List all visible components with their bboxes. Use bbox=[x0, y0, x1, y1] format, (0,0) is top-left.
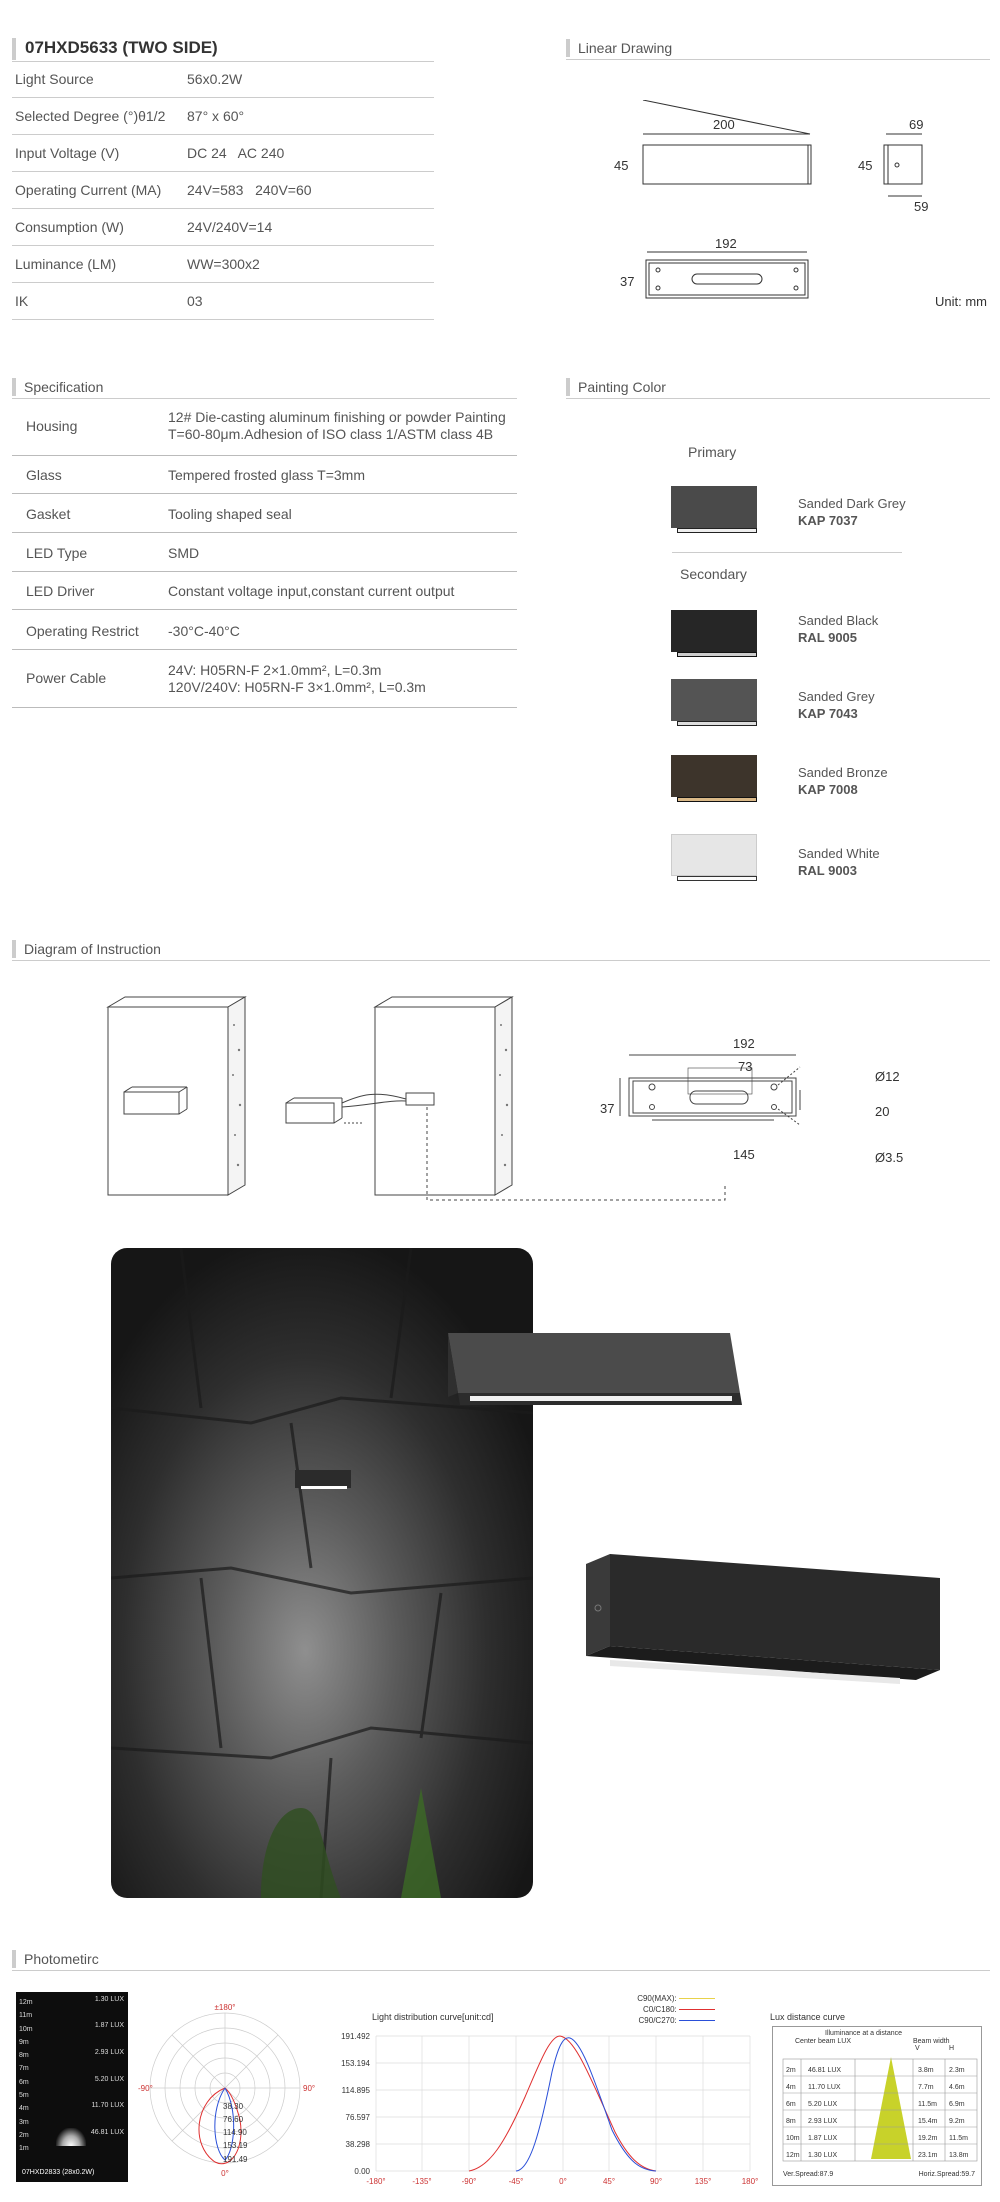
dim-45-side: 45 bbox=[858, 158, 873, 173]
lux-distance: 4m bbox=[786, 2084, 796, 2091]
inst-dim-73: 73 bbox=[738, 1059, 753, 1074]
legend-text: C0/C180: bbox=[642, 2005, 677, 2014]
color-swatch-label bbox=[798, 845, 880, 879]
polar-left-label: -90° bbox=[138, 2084, 153, 2093]
lux-v-value: 19.2m bbox=[918, 2135, 938, 2142]
x-tick-label: 0° bbox=[559, 2177, 567, 2186]
x-tick-label: 45° bbox=[602, 2177, 616, 2186]
lux-value: 5.20 LUX bbox=[808, 2101, 838, 2108]
lux-row bbox=[786, 2062, 976, 2164]
param-key: Consumption (W) bbox=[15, 219, 124, 235]
lux-beam-label: Beam width bbox=[913, 2038, 950, 2045]
model-header bbox=[12, 38, 434, 60]
lux-row-item bbox=[786, 2113, 976, 2130]
front-view-box bbox=[643, 145, 811, 184]
dim-69: 69 bbox=[909, 117, 924, 132]
color-swatch-label bbox=[798, 495, 906, 529]
spec-key: Gasket bbox=[26, 506, 71, 522]
spec-key: Glass bbox=[26, 467, 62, 483]
lux-h-value: 2.3m bbox=[949, 2067, 965, 2074]
lux-table bbox=[772, 2026, 982, 2186]
inst-phi-12: Ø12 bbox=[875, 1069, 900, 1084]
scale-mark: 9m bbox=[19, 2038, 29, 2046]
beam-lux-label: 1.30 LUX bbox=[94, 1996, 124, 2003]
light-distribution-chart bbox=[330, 2022, 760, 2192]
lux-row-item bbox=[786, 2062, 976, 2079]
x-tick-label: 90° bbox=[649, 2177, 663, 2186]
swatch-lens bbox=[677, 652, 757, 657]
x-tick-label: 135° bbox=[694, 2177, 712, 2186]
ver-spread: Ver.Spread:87.9 bbox=[783, 2171, 834, 2178]
param-value: 24V/240V=14 bbox=[187, 219, 273, 235]
inst-dim-145: 145 bbox=[733, 1147, 755, 1162]
param-row bbox=[12, 61, 434, 98]
curve-title: Light distribution curve[unit:cd] bbox=[372, 2012, 494, 2022]
lux-row-item bbox=[786, 2079, 976, 2096]
beam-lux-label: 46.81 LUX bbox=[90, 2129, 124, 2136]
y-tick-label: 153.194 bbox=[341, 2059, 370, 2068]
swatch-lens bbox=[677, 876, 757, 881]
spec-value bbox=[168, 409, 506, 443]
polar-top-label: ±180° bbox=[214, 2003, 236, 2012]
legend-item bbox=[635, 2004, 715, 2015]
beam-lux-label: 2.93 LUX bbox=[94, 2049, 124, 2056]
lux-row-item bbox=[786, 2130, 976, 2147]
lux-value: 2.93 LUX bbox=[808, 2118, 838, 2125]
dim-45-front: 45 bbox=[614, 158, 629, 173]
param-value: WW=300x2 bbox=[187, 256, 260, 272]
spec-row bbox=[12, 572, 517, 610]
spec-key: Operating Restrict bbox=[26, 623, 139, 639]
inst-phi-35: Ø3.5 bbox=[875, 1150, 904, 1165]
beam-lux-label: 5.20 LUX bbox=[94, 2076, 124, 2083]
polar-ring-value: 153.19 bbox=[223, 2141, 248, 2150]
color-code: KAP 7037 bbox=[798, 513, 858, 528]
color-swatch-label bbox=[798, 612, 878, 646]
lux-v-value: 7.7m bbox=[918, 2084, 934, 2091]
lux-h-label: H bbox=[949, 2045, 955, 2052]
lux-value: 1.30 LUX bbox=[808, 2152, 838, 2159]
scale-mark: 8m bbox=[19, 2052, 29, 2060]
spec-value: Constant voltage input,constant current output bbox=[168, 583, 455, 599]
spec-value: Tooling shaped seal bbox=[168, 506, 292, 522]
lux-header: Illuminance at a distance bbox=[825, 2030, 903, 2037]
primary-label: Primary bbox=[688, 444, 737, 460]
swatch-body bbox=[671, 755, 757, 797]
lux-row-item bbox=[786, 2096, 976, 2113]
inst-dim-20: 20 bbox=[875, 1104, 890, 1119]
color-code: KAP 7008 bbox=[798, 782, 858, 797]
lux-distance: 8m bbox=[786, 2118, 796, 2125]
color-name: Sanded Dark Grey bbox=[798, 496, 906, 511]
lux-value: 46.81 LUX bbox=[808, 2067, 842, 2074]
scale-mark: 2m bbox=[19, 2131, 29, 2139]
color-swatch bbox=[671, 834, 757, 884]
spec-key: LED Driver bbox=[26, 583, 95, 599]
inst-dim-37: 37 bbox=[600, 1101, 615, 1116]
scale-mark: 11m bbox=[19, 2012, 33, 2020]
param-key: Operating Current (MA) bbox=[15, 182, 162, 198]
scale-mark: 3m bbox=[19, 2118, 29, 2126]
model-title: 07HXD5633 (TWO SIDE) bbox=[25, 38, 218, 57]
lux-distance: 2m bbox=[786, 2067, 796, 2074]
bottom-view-box bbox=[646, 260, 808, 298]
legend-text: C90/C270: bbox=[638, 2016, 677, 2025]
param-value: DC 24 AC 240 bbox=[187, 145, 285, 161]
spec-row bbox=[12, 650, 517, 708]
color-swatch bbox=[671, 755, 757, 805]
painting-color-title: Painting Color bbox=[566, 378, 666, 396]
y-tick-label: 191.492 bbox=[341, 2032, 370, 2041]
swatch-lens bbox=[677, 721, 757, 726]
color-swatch-label bbox=[798, 764, 888, 798]
scale-mark: 1m bbox=[19, 2145, 29, 2153]
param-key: Selected Degree (°)θ1/2 bbox=[15, 108, 166, 124]
param-row bbox=[12, 172, 434, 209]
spec-key: LED Type bbox=[26, 545, 88, 561]
swatch-body bbox=[671, 679, 757, 721]
instruction-rule bbox=[12, 960, 990, 961]
param-row bbox=[12, 246, 434, 283]
param-row bbox=[12, 135, 434, 172]
polar-ring-value: 38.30 bbox=[223, 2102, 244, 2111]
x-tick-label: 180° bbox=[741, 2177, 759, 2186]
spec-value-line: T=60-80μm.Adhesion of ISO class 1/ASTM class 4B bbox=[168, 426, 494, 442]
lux-distance: 6m bbox=[786, 2101, 796, 2108]
color-swatch bbox=[671, 486, 757, 536]
swatch-body bbox=[671, 486, 757, 528]
param-row bbox=[12, 209, 434, 246]
y-tick-label: 38.298 bbox=[345, 2140, 370, 2149]
beam-glow bbox=[56, 2128, 86, 2146]
lux-v-label: V bbox=[915, 2045, 920, 2052]
color-code: RAL 9005 bbox=[798, 630, 858, 645]
spec-value: SMD bbox=[168, 545, 200, 561]
beam-scale bbox=[19, 1996, 33, 2156]
installation-diagram bbox=[100, 995, 900, 1215]
primary-divider bbox=[672, 552, 902, 553]
lux-h-value: 6.9m bbox=[949, 2101, 965, 2108]
spec-value: -30°C-40°C bbox=[168, 623, 240, 639]
lux-row-item bbox=[786, 2147, 976, 2164]
lux-value: 11.70 LUX bbox=[808, 2084, 841, 2091]
spec-value bbox=[168, 662, 426, 696]
polar-chart bbox=[135, 2000, 315, 2185]
legend-swatch bbox=[679, 1998, 715, 1999]
dim-37: 37 bbox=[620, 274, 635, 289]
beam-lux-label: 1.87 LUX bbox=[94, 2022, 124, 2029]
param-row bbox=[12, 283, 434, 320]
color-code: KAP 7043 bbox=[798, 706, 858, 721]
secondary-label: Secondary bbox=[680, 566, 747, 582]
legend-swatch bbox=[679, 2009, 715, 2010]
beam-caption: 07HXD2833 (28x0.2W) bbox=[22, 2169, 95, 2176]
spec-row bbox=[12, 610, 517, 650]
color-name: Sanded White bbox=[798, 846, 880, 861]
y-tick-label: 114.895 bbox=[341, 2086, 370, 2095]
fixture-render-top bbox=[440, 1325, 750, 1435]
fixture-render-bottom bbox=[580, 1550, 950, 1710]
color-name: Sanded Black bbox=[798, 613, 879, 628]
scale-mark: 4m bbox=[19, 2105, 29, 2113]
param-key: Light Source bbox=[15, 71, 94, 87]
dim-200: 200 bbox=[713, 117, 735, 132]
spec-row bbox=[12, 398, 517, 456]
instruction-title: Diagram of Instruction bbox=[12, 940, 161, 958]
lux-title: Lux distance curve bbox=[770, 2012, 846, 2022]
param-key: IK bbox=[15, 293, 29, 309]
x-tick-label: -180° bbox=[366, 2177, 386, 2186]
painting-color-rule bbox=[566, 398, 990, 399]
lux-v-value: 15.4m bbox=[918, 2118, 938, 2125]
color-swatch bbox=[671, 610, 757, 660]
swatch-lens bbox=[677, 528, 757, 533]
spec-value: Tempered frosted glass T=3mm bbox=[168, 467, 365, 483]
linear-drawing-rule bbox=[566, 59, 990, 60]
param-key: Luminance (LM) bbox=[15, 256, 117, 272]
beam-panel bbox=[16, 1992, 128, 2182]
lux-h-value: 4.6m bbox=[949, 2084, 965, 2091]
lux-h-value: 13.8m bbox=[949, 2152, 969, 2159]
swatch-body bbox=[671, 610, 757, 652]
unit-label: Unit: mm bbox=[935, 294, 987, 309]
color-swatch bbox=[671, 679, 757, 729]
beam-lux-label: 11.70 LUX bbox=[91, 2102, 124, 2109]
spec-row bbox=[12, 533, 517, 572]
x-tick-label: -45° bbox=[508, 2177, 524, 2186]
scale-mark: 12m bbox=[19, 1999, 33, 2006]
color-swatch-label bbox=[798, 688, 875, 722]
lux-v-value: 3.8m bbox=[918, 2067, 934, 2074]
param-value: 24V=583 240V=60 bbox=[187, 182, 312, 198]
photometric-rule bbox=[12, 1970, 990, 1971]
y-tick-label: 76.597 bbox=[345, 2113, 370, 2122]
scale-mark: 6m bbox=[19, 2078, 29, 2086]
lux-h-value: 9.2m bbox=[949, 2118, 965, 2125]
lux-value: 1.87 LUX bbox=[808, 2135, 838, 2142]
lux-v-value: 11.5m bbox=[918, 2101, 937, 2108]
param-row bbox=[12, 98, 434, 135]
y-tick-label: 0.00 bbox=[354, 2167, 370, 2176]
scale-mark: 7m bbox=[19, 2065, 29, 2073]
param-key: Input Voltage (V) bbox=[15, 145, 120, 161]
curve-c0-c180 bbox=[469, 2036, 656, 2171]
polar-ring-value: 114.90 bbox=[223, 2128, 247, 2137]
swatch-lens bbox=[677, 797, 757, 802]
polar-right-label: 90° bbox=[303, 2084, 315, 2093]
specification-title: Specification bbox=[12, 378, 103, 396]
scale-mark: 10m bbox=[19, 2025, 33, 2033]
color-code: RAL 9003 bbox=[798, 863, 858, 878]
dim-192: 192 bbox=[715, 236, 737, 251]
swatch-body bbox=[671, 834, 757, 876]
scale-mark: 5m bbox=[19, 2092, 29, 2100]
spec-row bbox=[12, 494, 517, 533]
x-tick-label: -135° bbox=[412, 2177, 432, 2186]
lux-center-label: Center beam LUX bbox=[795, 2038, 852, 2045]
color-name: Sanded Grey bbox=[798, 689, 875, 704]
spec-value-line: 120V/240V: H05RN-F 3×1.0mm², L=0.3m bbox=[168, 679, 426, 695]
curve-c90-c270 bbox=[516, 2038, 656, 2171]
spec-value-line: 12# Die-casting aluminum finishing or powder Painting bbox=[168, 409, 506, 425]
polar-ring-value: 191.49 bbox=[223, 2155, 248, 2164]
linear-drawing-title: Linear Drawing bbox=[566, 39, 672, 57]
inst-dim-192: 192 bbox=[733, 1036, 755, 1051]
spec-value-line: 24V: H05RN-F 2×1.0mm², L=0.3m bbox=[168, 662, 382, 678]
spec-key: Housing bbox=[26, 418, 78, 434]
side-view-box bbox=[884, 145, 922, 184]
color-name: Sanded Bronze bbox=[798, 765, 888, 780]
polar-ring-value: 76.60 bbox=[223, 2115, 244, 2124]
lux-h-value: 11.5m bbox=[949, 2135, 968, 2142]
param-value: 03 bbox=[187, 293, 203, 309]
polar-bottom-label: 0° bbox=[221, 2169, 229, 2178]
spec-key: Power Cable bbox=[26, 670, 107, 686]
x-tick-label: -90° bbox=[461, 2177, 477, 2186]
lux-distance: 12m bbox=[786, 2152, 800, 2159]
dim-59: 59 bbox=[914, 199, 929, 214]
legend-item bbox=[635, 1993, 715, 2004]
param-value: 87° x 60° bbox=[187, 108, 245, 124]
lux-distance: 10m bbox=[786, 2135, 800, 2142]
lux-v-value: 23.1m bbox=[918, 2152, 938, 2159]
legend-text: C90(MAX): bbox=[637, 1994, 677, 2003]
hor-spread: Horiz.Spread:59.7 bbox=[918, 2171, 975, 2178]
spec-row bbox=[12, 456, 517, 494]
photometric-title: Photometirc bbox=[12, 1950, 99, 1968]
param-value: 56x0.2W bbox=[187, 71, 243, 87]
